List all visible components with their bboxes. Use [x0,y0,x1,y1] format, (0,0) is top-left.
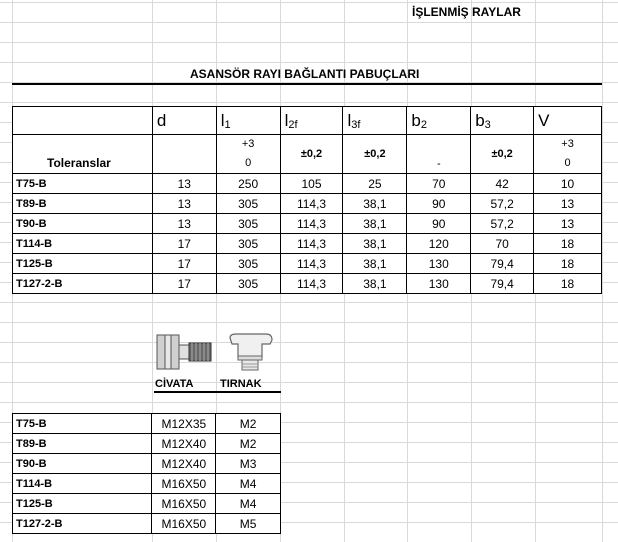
tol-b2[interactable]: - [407,135,471,174]
cell-bolt[interactable]: M12X35 [152,414,216,434]
cell-code[interactable]: T89-B [13,434,152,454]
icons-underline [154,391,281,393]
tol-l2f[interactable]: ±0,2 [280,135,343,174]
cell-bolt[interactable]: M12X40 [152,454,216,474]
header-b3[interactable]: $b_3$ [471,107,534,135]
cell-d[interactable]: 17 [152,274,216,294]
cell-d[interactable]: 17 [152,254,216,274]
cell-l1[interactable]: 305 [216,274,280,294]
rail-clip-icon [226,332,274,374]
cell-v[interactable]: 13 [534,194,602,214]
cell-v[interactable]: 18 [534,254,602,274]
cell-code[interactable]: T90-B [13,214,153,234]
header-l1[interactable]: $l_1$ [216,107,280,135]
table-row [13,414,281,434]
table-row [13,514,281,534]
tolerance-row [13,135,602,174]
tol-v[interactable]: +3 0 [534,135,602,174]
cell-code[interactable]: T89-B [13,194,153,214]
cell-l1[interactable]: 305 [216,234,280,254]
cell-b2[interactable]: 90 [407,194,471,214]
tol-b3[interactable]: ±0,2 [471,135,534,174]
table-row [13,174,602,194]
cell-clip[interactable]: M2 [216,414,281,434]
cell-l1[interactable]: 305 [216,194,280,214]
sheet-title: İŞLENMİŞ RAYLAR [412,5,521,19]
gridline-h [0,402,618,403]
cell-code[interactable]: T75-B [13,174,153,194]
cell-bolt[interactable]: M16X50 [152,514,216,534]
header-l3f[interactable]: $l_{3f}$ [343,107,407,135]
cell-v[interactable]: 10 [534,174,602,194]
gridline-h [0,382,618,383]
cell-clip[interactable]: M5 [216,514,281,534]
cell-bolt[interactable]: M12X40 [152,434,216,454]
cell-code[interactable]: T127-2-B [13,274,153,294]
header-d[interactable]: d [152,107,216,135]
tolerance-label[interactable]: Toleranslar [13,135,153,174]
cell-v[interactable]: 13 [534,214,602,234]
cell-b3[interactable]: 57,2 [471,194,534,214]
gridline-h [0,362,618,363]
cell-v[interactable]: 18 [534,274,602,294]
cell-l3f[interactable]: 38,1 [343,194,407,214]
cell-l2f[interactable]: 105 [280,174,343,194]
cell-l1[interactable]: 305 [216,214,280,234]
table-row [13,254,602,274]
cell-bolt[interactable]: M16X50 [152,494,216,514]
tol-l1[interactable]: +3 0 [216,135,280,174]
table-row [13,214,602,234]
cell-code[interactable]: T75-B [13,414,152,434]
cell-l2f[interactable]: 114,3 [280,254,343,274]
tol-l3f[interactable]: ±0,2 [343,135,407,174]
table-title: ASANSÖR RAYI BAĞLANTI PABUÇLARI [190,67,420,81]
bolt-label: CİVATA [155,378,194,390]
cell-l3f[interactable]: 25 [343,174,407,194]
spec-table [12,106,602,294]
cell-d[interactable]: 17 [152,234,216,254]
cell-l2f[interactable]: 114,3 [280,274,343,294]
cell-bolt[interactable]: M16X50 [152,474,216,494]
header-blank [13,107,153,135]
cell-clip[interactable]: M3 [216,454,281,474]
gridline-h [0,302,618,303]
cell-b3[interactable]: 42 [471,174,534,194]
header-v[interactable]: V [534,107,602,135]
header-l2f[interactable]: $l_{2f}$ [280,107,343,135]
gridline-h [0,22,618,23]
cell-l1[interactable]: 305 [216,254,280,274]
cell-code[interactable]: T127-2-B [13,514,152,534]
cell-b2[interactable]: 70 [407,174,471,194]
cell-l3f[interactable]: 38,1 [343,234,407,254]
title-underline [12,83,602,85]
cell-d[interactable]: 13 [152,214,216,234]
cell-code[interactable]: T114-B [13,234,153,254]
cell-b3[interactable]: 79,4 [471,274,534,294]
table-row [13,434,281,454]
header-b2[interactable]: $b_2$ [407,107,471,135]
cell-clip[interactable]: M2 [216,434,281,454]
cell-d[interactable]: 13 [152,174,216,194]
cell-code[interactable]: T125-B [13,494,152,514]
cell-b3[interactable]: 70 [471,234,534,254]
bolt-table [12,413,281,534]
table-row [13,274,602,294]
cell-b2[interactable]: 120 [407,234,471,254]
cell-b2[interactable]: 130 [407,274,471,294]
gridline-h [0,62,618,63]
bolt-icon [156,333,214,371]
cell-code[interactable]: T114-B [13,474,152,494]
cell-code[interactable]: T90-B [13,454,152,474]
table-row [13,234,602,254]
cell-clip[interactable]: M4 [216,494,281,514]
cell-l1[interactable]: 250 [216,174,280,194]
cell-b2[interactable]: 90 [407,214,471,234]
table-row [13,454,281,474]
cell-l3f[interactable]: 38,1 [343,254,407,274]
gridline-h [0,42,618,43]
header-row [13,107,602,135]
cell-l3f[interactable]: 38,1 [343,214,407,234]
clip-label: TIRNAK [220,378,262,390]
tol-d[interactable] [152,135,216,174]
cell-code[interactable]: T125-B [13,254,153,274]
table-row [13,194,602,214]
gridline-h [0,342,618,343]
cell-l2f[interactable]: 114,3 [280,214,343,234]
cell-b3[interactable]: 79,4 [471,254,534,274]
cell-l2f[interactable]: 114,3 [280,234,343,254]
cell-l3f[interactable]: 38,1 [343,274,407,294]
cell-l2f[interactable]: 114,3 [280,194,343,214]
cell-b3[interactable]: 57,2 [471,214,534,234]
cell-b2[interactable]: 130 [407,254,471,274]
cell-v[interactable]: 18 [534,234,602,254]
gridline-h [0,102,618,103]
cell-clip[interactable]: M4 [216,474,281,494]
gridline-h [0,2,618,3]
gridline-h [0,322,618,323]
cell-d[interactable]: 13 [152,194,216,214]
table-row [13,474,281,494]
table-row [13,494,281,514]
